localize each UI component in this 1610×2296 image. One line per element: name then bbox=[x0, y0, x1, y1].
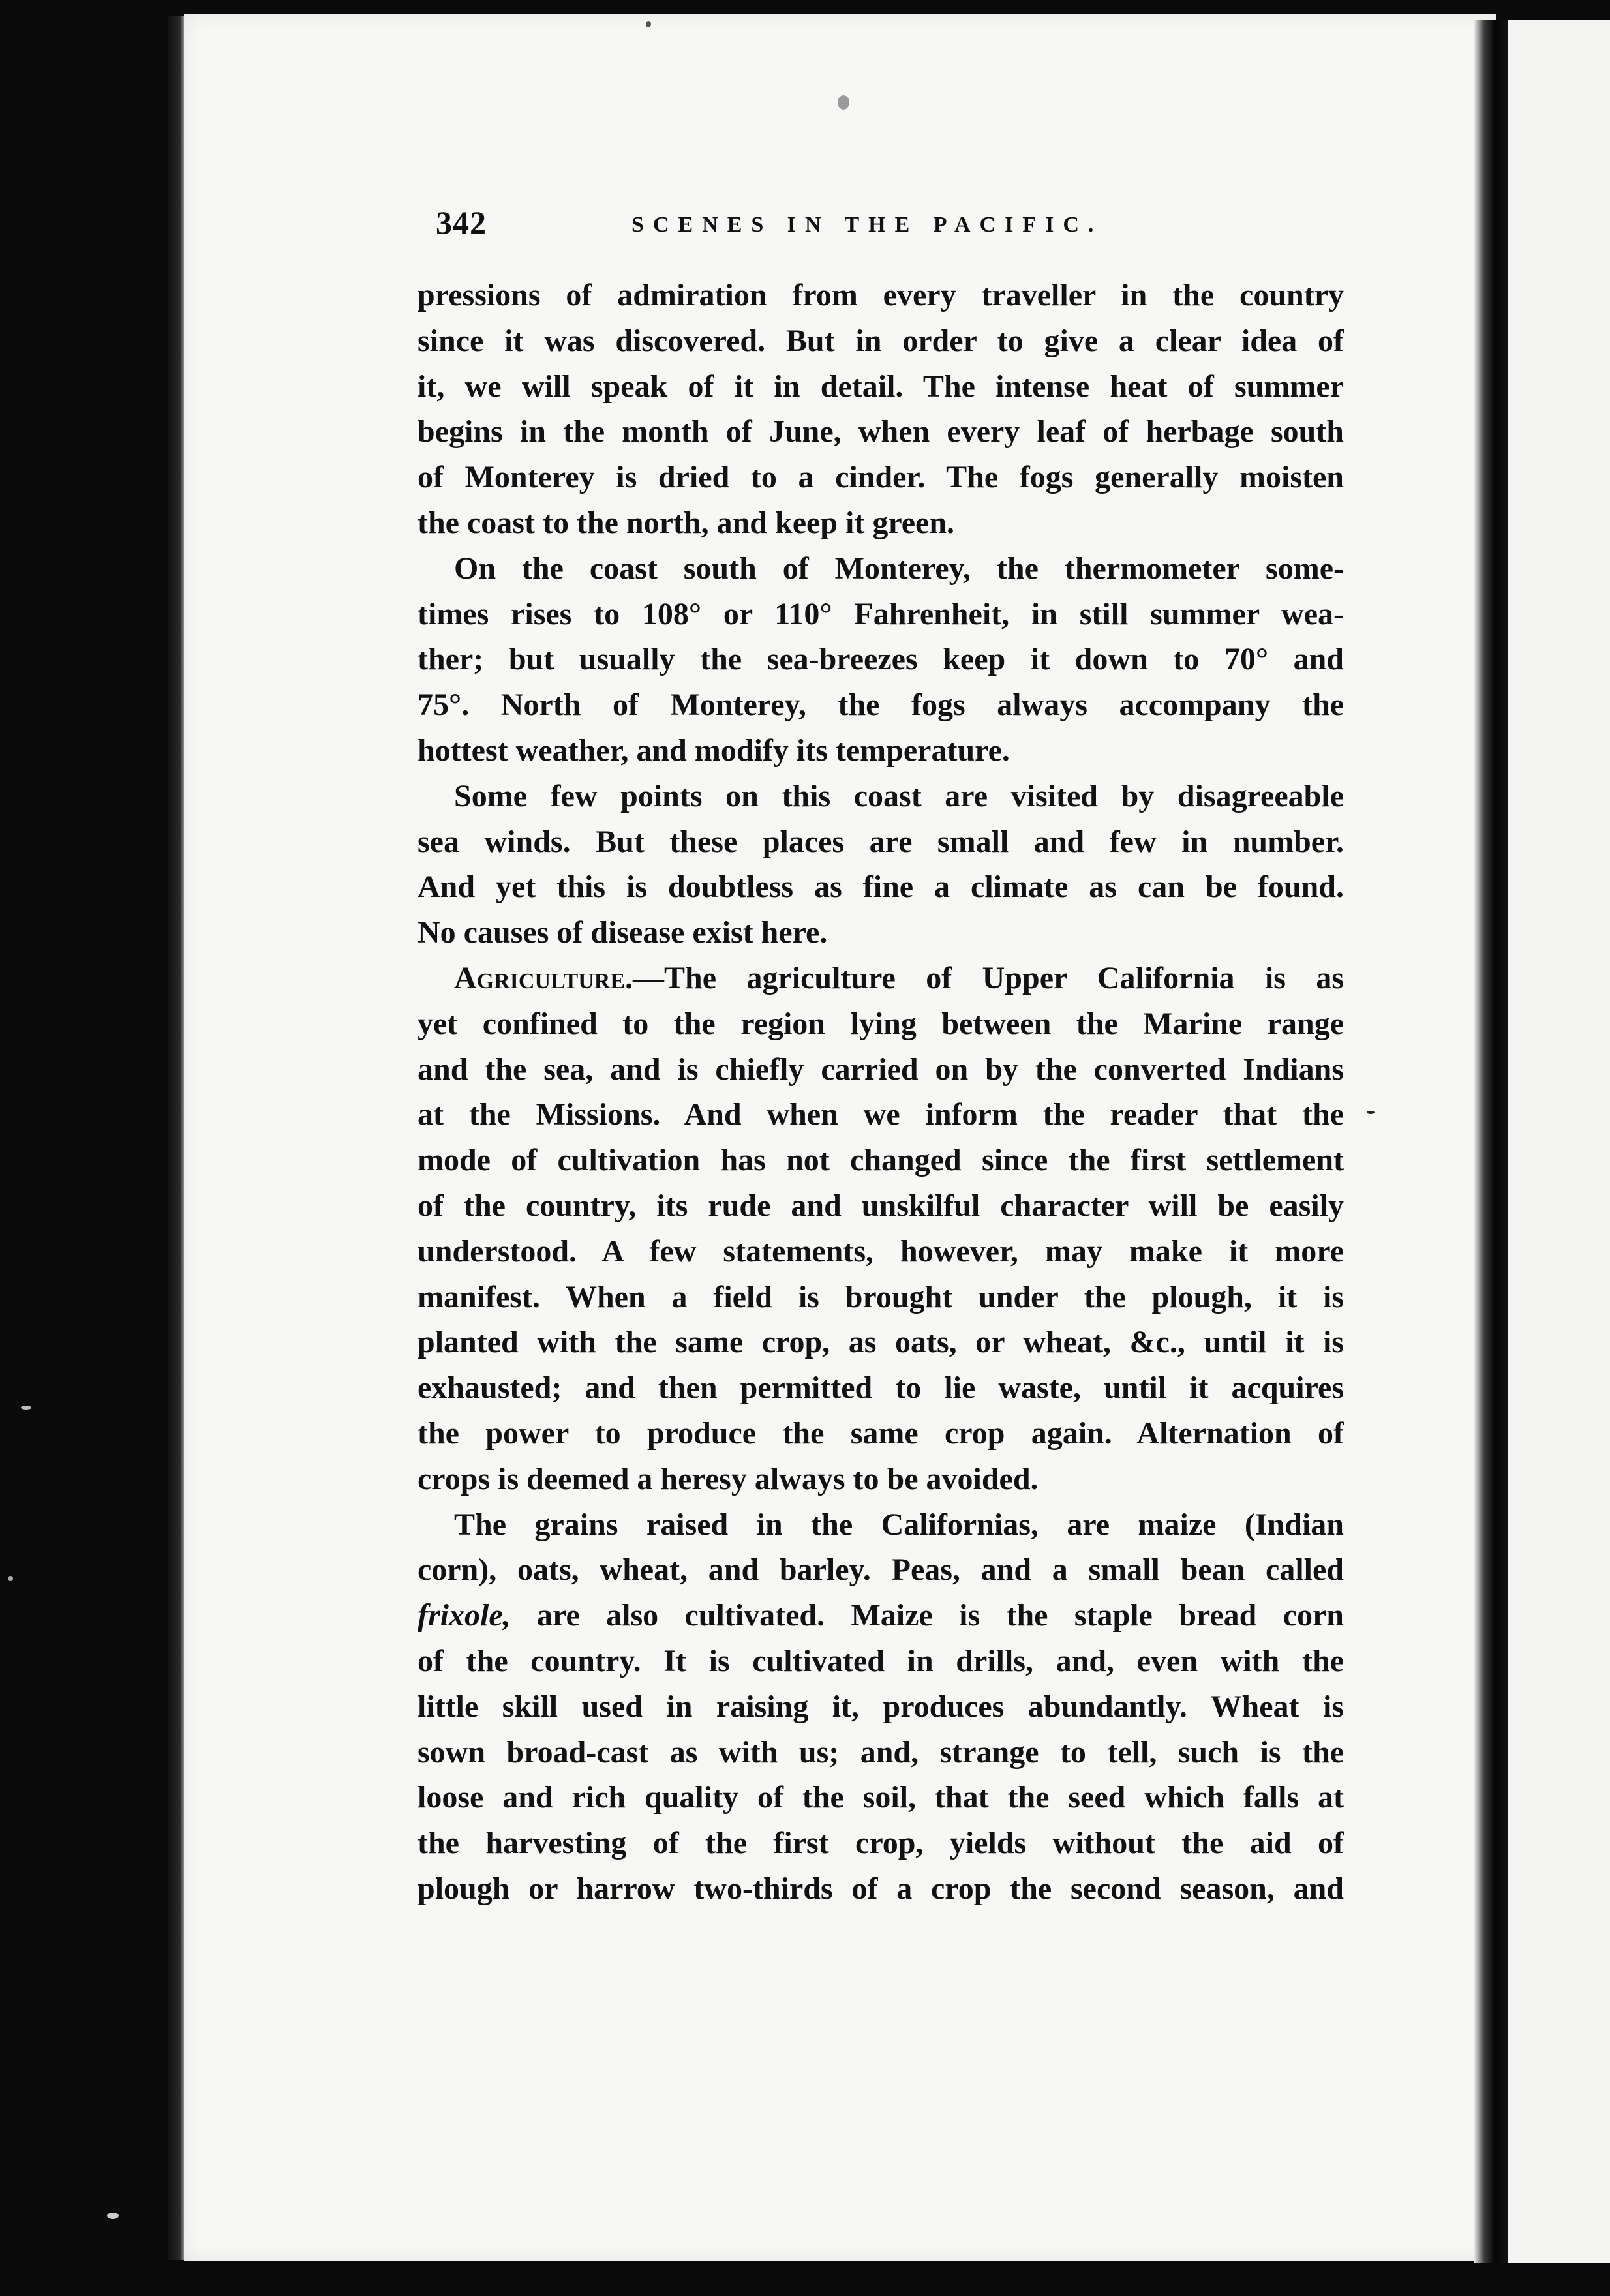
text-line: And yet this is doubtless as fine a climate as can be found. bbox=[418, 869, 1344, 905]
text-line: No causes of disease exist here. bbox=[418, 915, 828, 950]
text-line: sown broad-cast as with us; and, strange to tell, such is the bbox=[418, 1734, 1344, 1770]
text-run: are also cultivated. Maize is the staple bread corn bbox=[510, 1598, 1344, 1633]
scan-speck bbox=[646, 21, 651, 27]
page-gutter-shadow bbox=[1474, 20, 1508, 2263]
text-line: the power to produce the same crop again. Alternation of bbox=[418, 1415, 1344, 1451]
section-heading: Agriculture. bbox=[454, 960, 633, 995]
text-line: crops is deemed a heresy always to be avoided. bbox=[418, 1461, 1039, 1496]
text-line: exhausted; and then permitted to lie waste, until it acquires bbox=[418, 1370, 1344, 1406]
text-line: yet confined to the region lying between the Marine range bbox=[418, 1006, 1344, 1041]
scan-speck bbox=[21, 1406, 31, 1410]
text-line: manifest. When a field is brought under the plough, it is bbox=[418, 1279, 1344, 1314]
text-line: loose and rich quality of the soil, that the seed which falls at bbox=[418, 1780, 1344, 1815]
text-line: On the coast south of Monterey, the thermometer some- bbox=[454, 551, 1344, 586]
text-line: ther; but usually the sea-breezes keep it down to 70° and bbox=[418, 642, 1344, 677]
running-head: SCENES IN THE PACIFIC. bbox=[631, 213, 1103, 237]
text-line: understood. A few statements, however, may make it more bbox=[418, 1233, 1344, 1269]
text-line: corn), oats, wheat, and barley. Peas, and a small bean called bbox=[418, 1552, 1344, 1588]
text-line: begins in the month of June, when every leaf of herbage south bbox=[418, 414, 1344, 449]
body-text bbox=[418, 273, 1344, 1912]
scan-speck bbox=[838, 95, 849, 110]
page-number: 342 bbox=[436, 204, 487, 241]
scan-speck bbox=[8, 1576, 13, 1581]
text-line: planted with the same crop, as oats, or wheat, &c., until it is bbox=[418, 1325, 1344, 1360]
page-header bbox=[436, 204, 1153, 243]
text-line: 75°. North of Monterey, the fogs always accompany the bbox=[418, 687, 1344, 723]
text-line: Some few points on this coast are visited by disagreeable bbox=[454, 778, 1344, 813]
text-line: of Monterey is dried to a cinder. The fogs generally moisten bbox=[418, 460, 1344, 495]
text-line: pressions of admiration from every traveller in the country bbox=[418, 278, 1344, 312]
text-line: the coast to the north, and keep it green. bbox=[418, 505, 955, 540]
text-line: at the Missions. And when we inform the reader that the bbox=[418, 1097, 1344, 1132]
italic-term: frixole, bbox=[418, 1598, 511, 1633]
text-line-heading-run bbox=[418, 956, 1344, 1001]
text-line: hottest weather, and modify its temperature. bbox=[418, 733, 1010, 768]
scan-speck bbox=[1367, 1111, 1375, 1114]
text-line: plough or harrow two-thirds of a crop the second season, and bbox=[418, 1871, 1344, 1906]
text-line: and the sea, and is chiefly carried on by the converted Indians bbox=[418, 1051, 1344, 1087]
text-run: —The agriculture of Upper California is as bbox=[633, 960, 1344, 995]
text-line: times rises to 108° or 110° Fahrenheit, in still summer wea- bbox=[418, 596, 1344, 631]
text-line: sea winds. But these places are small and few in number. bbox=[418, 824, 1344, 859]
text-line: of the country. It is cultivated in drills, and, even with the bbox=[418, 1643, 1344, 1678]
text-line: of the country, its rude and unskilful character will be easily bbox=[418, 1188, 1344, 1223]
text-line: it, we will speak of it in detail. The intense heat of summer bbox=[418, 369, 1344, 404]
text-line: little skill used in raising it, produces abundantly. Wheat is bbox=[418, 1689, 1344, 1724]
text-line: the harvesting of the first crop, yields without the aid of bbox=[418, 1826, 1344, 1861]
adjacent-page-edge bbox=[1508, 20, 1610, 2263]
text-line: The grains raised in the Californias, are maize (Indian bbox=[454, 1507, 1344, 1542]
scan-speck bbox=[107, 2213, 119, 2219]
text-line-italic-run bbox=[418, 1593, 1344, 1639]
text-line: since it was discovered. But in order to give a clear idea of bbox=[418, 323, 1344, 358]
text-line: mode of cultivation has not changed since the first settlement bbox=[418, 1143, 1344, 1178]
